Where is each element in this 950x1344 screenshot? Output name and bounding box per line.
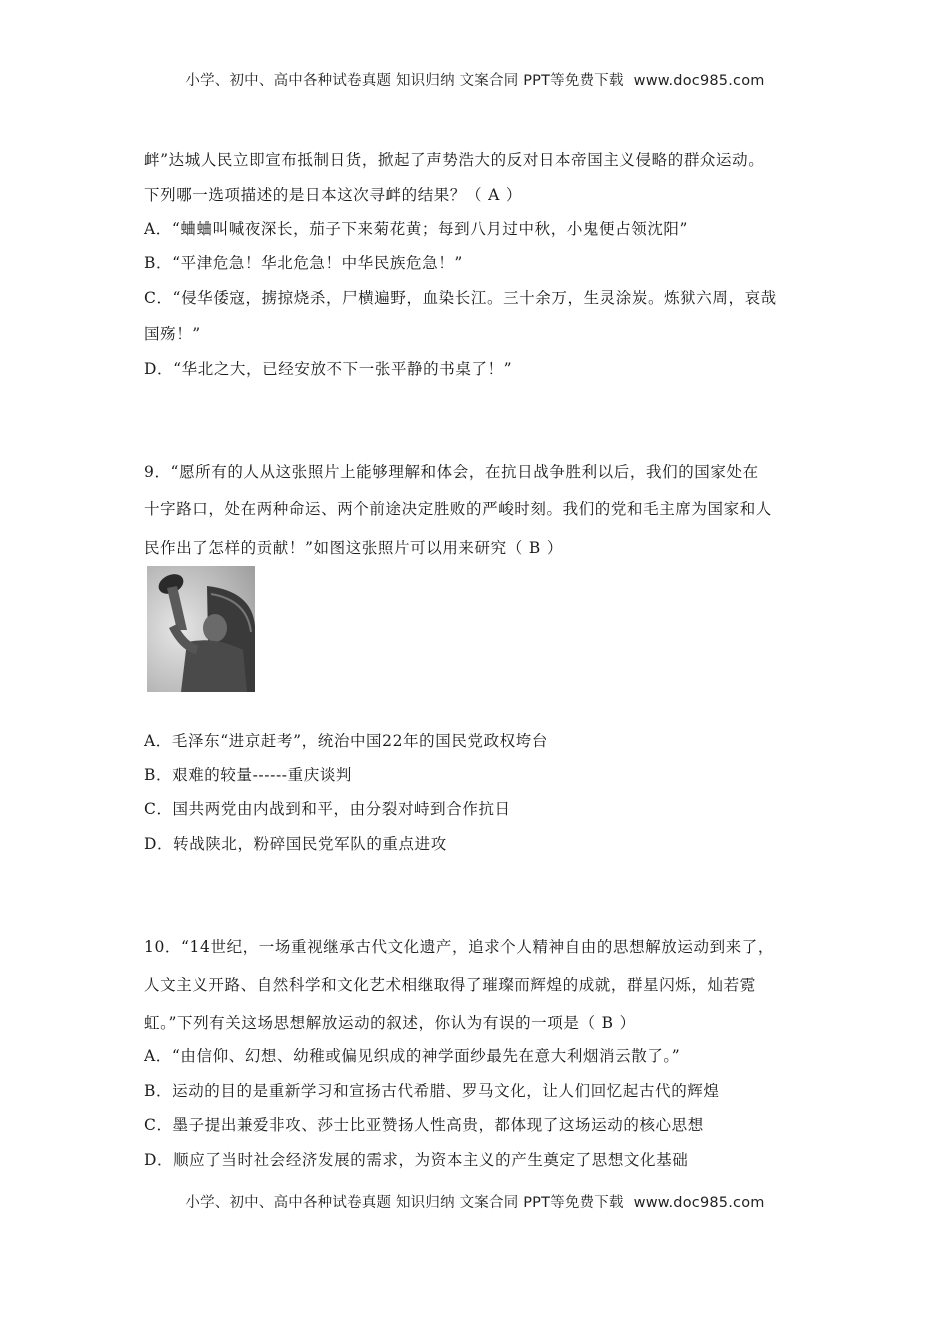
q10-option-d: D．顺应了当时社会经济发展的需求，为资本主义的产生奠定了思想文化基础: [144, 1151, 689, 1169]
q10-stem-text: 虹。”下列有关这场思想解放运动的叙述，你认为有误的一项是（: [144, 1014, 596, 1032]
q9-answer: B: [528, 539, 541, 557]
page-footer: [0, 1191, 950, 1212]
q9-option-a: A．毛泽东“进京赶考”，统治中国22年的国民党政权垮台: [144, 732, 548, 750]
historical-photo: [147, 566, 255, 692]
q8-stem: [144, 185, 814, 205]
q10-stem-line2: 人文主义开路、自然科学和文化艺术相继取得了璀璨而辉煌的成就，群星闪烁，灿若霓: [144, 976, 756, 994]
q10-answer: B: [601, 1014, 614, 1032]
q10-stem-line3: [144, 1013, 814, 1033]
q9-stem-close: ）: [546, 539, 563, 557]
q8-stem-text: 下列哪一选项描述的是日本这次寻衅的结果？（: [144, 186, 483, 204]
q9-option-b: B．艰难的较量------重庆谈判: [144, 766, 353, 784]
q9-option-c: C．国共两党由内战到和平，由分裂对峙到合作抗日: [144, 800, 511, 818]
q9-stem-line1: 9．“愿所有的人从这张照片上能够理解和体会，在抗日战争胜利以后，我们的国家处在: [144, 463, 759, 481]
q8-context-line: 衅”达城人民立即宣布抵制日货，掀起了声势浩大的反对日本帝国主义侵略的群众运动。: [144, 151, 765, 169]
q10-stem-line1: 10．“14世纪，一场重视继承古代文化遗产，追求个人精神自由的思想解放运动到来了，: [144, 938, 774, 956]
q10-option-c: C．墨子提出兼爱非攻、莎士比亚赞扬人性高贵，都体现了这场运动的核心思想: [144, 1116, 704, 1134]
q8-option-c: C．“侵华倭寇，掳掠烧杀，尸横遍野，血染长江。三十余万，生灵涂炭。炼狱六周，哀哉: [144, 289, 777, 307]
q8-option-b: B．“平津危急！华北危急！中华民族危急！”: [144, 254, 463, 272]
q10-option-b: B．运动的目的是重新学习和宣扬古代希腊、罗马文化，让人们回忆起古代的辉煌: [144, 1082, 720, 1100]
q9-stem-text: 民作出了怎样的贡献！”如图这张照片可以用来研究（: [144, 539, 523, 557]
footer-url[interactable]: www.doc985.com: [633, 1195, 765, 1211]
q10-option-a: A．“由信仰、幻想、幼稚或偏见织成的神学面纱最先在意大利烟消云散了。”: [144, 1047, 681, 1065]
q9-stem-line2: 十字路口，处在两种命运、两个前途决定胜败的严峻时刻。我们的党和毛主席为国家和人: [144, 500, 772, 518]
q9-stem-line3: [144, 538, 814, 558]
q8-option-a: A．“蛐蛐叫喊夜深长，茄子下来菊花黄；每到八月过中秋，小鬼便占领沈阳”: [144, 220, 689, 238]
header-url[interactable]: www.doc985.com: [633, 73, 765, 89]
q9-option-d: D．转战陕北，粉碎国民党军队的重点进攻: [144, 835, 447, 853]
header-text: 小学、初中、高中各种试卷真题 知识归纳 文案合同 PPT等免费下载: [185, 73, 624, 89]
q8-answer: A: [488, 186, 500, 204]
q8-option-d: D．“华北之大，已经安放不下一张平静的书桌了！”: [144, 360, 513, 378]
footer-text: 小学、初中、高中各种试卷真题 知识归纳 文案合同 PPT等免费下载: [185, 1195, 624, 1211]
q10-stem-close: ）: [619, 1014, 636, 1032]
q8-stem-close: ）: [505, 186, 523, 204]
page-header: [0, 69, 950, 90]
q8-option-c-cont: 国殇！”: [144, 325, 201, 343]
